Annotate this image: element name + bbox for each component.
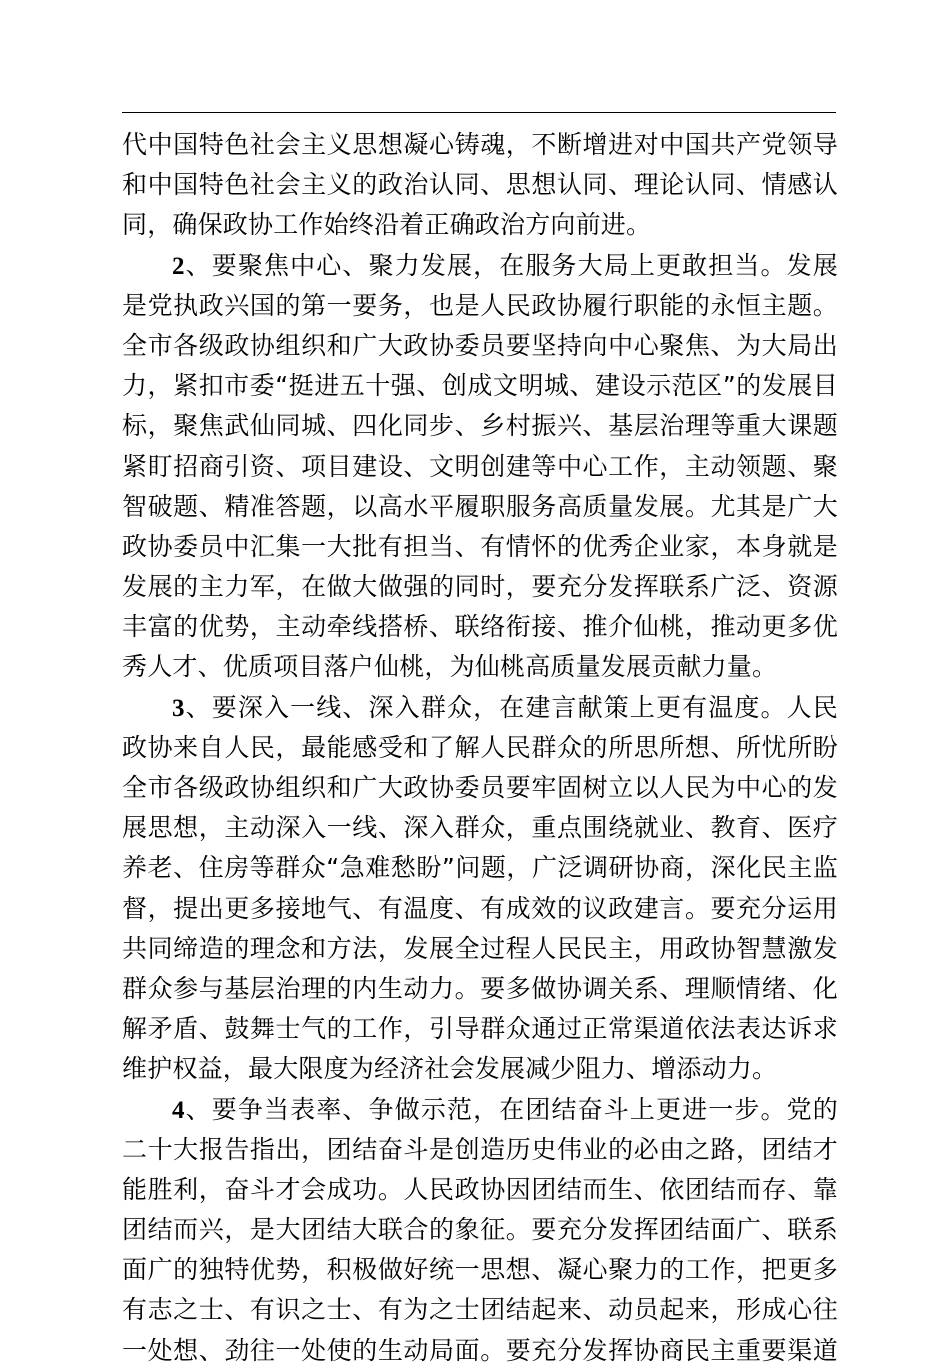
line-text: 政协来自人民，最能感受和了解人民群众的所思所想、所忧所盼	[122, 732, 838, 762]
line-text: 共同缔造的理念和方法，发展全过程人民民主，用政协智慧激发	[122, 933, 838, 963]
text-line	[122, 768, 838, 808]
line-text: 代中国特色社会主义思想凝心铸魂，不断增进对中国共产党领导	[122, 130, 838, 159]
line-text: 团结而兴，是大团结大联合的象征。要充分发挥团结面广、联系	[122, 1215, 838, 1245]
text-line	[122, 929, 838, 969]
paragraph-number: 2	[172, 252, 185, 280]
line-text: 力，紧扣市委“挺进五十强、创成文明城、建设示范区”的发展目	[122, 371, 838, 401]
text-line	[122, 286, 838, 326]
text-line	[122, 1170, 838, 1210]
text-line	[122, 607, 838, 647]
text-line	[122, 1130, 838, 1170]
text-line	[122, 487, 838, 527]
text-line	[122, 326, 838, 366]
line-text: 紧盯招商引资、项目建设、文明创建等中心工作，主动领题、聚	[122, 451, 838, 481]
text-line	[122, 125, 838, 165]
line-text: 群众参与基层治理的内生动力。要多做协调关系、理顺情绪、化	[122, 973, 838, 1003]
text-line	[122, 165, 838, 205]
line-text: 、要聚焦中心、聚力发展，在服务大局上更敢担当。发展	[184, 250, 838, 280]
line-text: 秀人才、优质项目落户仙桃，为仙桃高质量发展贡献力量。	[122, 652, 778, 682]
text-line	[122, 567, 838, 607]
line-text: 智破题、精准答题，以高水平履职服务高质量发展。尤其是广大	[122, 491, 838, 521]
paragraph-first-line	[122, 688, 838, 728]
line-text: 丰富的优势，主动牵线搭桥、联络衔接、推介仙桃，推动更多优	[122, 612, 838, 642]
text-line	[122, 848, 838, 888]
paragraph-first-line	[122, 246, 838, 286]
line-text: 解矛盾、鼓舞士气的工作，引导群众通过正常渠道依法表达诉求	[122, 1014, 838, 1044]
text-line	[122, 728, 838, 768]
line-text: 、要争当表率、争做示范，在团结奋斗上更进一步。党的	[184, 1094, 838, 1124]
text-line	[122, 1210, 838, 1250]
line-text: 展思想，主动深入一线、深入群众，重点围绕就业、教育、医疗	[122, 813, 838, 843]
line-text: 有志之士、有识之士、有为之士团结起来、动员起来，形成心往	[122, 1295, 838, 1325]
line-text: 是党执政兴国的第一要务，也是人民政协履行职能的永恒主题。	[122, 290, 838, 320]
line-text: 发展的主力军，在做大做强的同时，要充分发挥联系广泛、资源	[122, 572, 838, 602]
line-text: 和中国特色社会主义的政治认同、思想认同、理论认同、情感认	[122, 170, 838, 200]
line-text: 全市各级政协组织和广大政协委员要坚持向中心聚焦、为大局出	[122, 330, 838, 360]
text-line	[122, 889, 838, 929]
text-line	[122, 406, 838, 446]
text-line	[122, 1009, 838, 1049]
line-text: 二十大报告指出，团结奋斗是创造历史伟业的必由之路，团结才	[122, 1134, 838, 1164]
line-text: 全市各级政协组织和广大政协委员要牢固树立以人民为中心的发	[122, 773, 838, 802]
text-line	[122, 447, 838, 487]
line-text: 、要深入一线、深入群众，在建言献策上更有温度。人民	[184, 692, 838, 722]
paragraph-first-line	[122, 1090, 838, 1130]
line-text: 同，确保政协工作始终沿着正确政治方向前进。	[122, 210, 652, 240]
text-line	[122, 366, 838, 406]
text-line	[122, 1290, 838, 1330]
text-line	[122, 1049, 838, 1089]
text-line	[122, 1331, 838, 1371]
text-line	[122, 527, 838, 567]
line-text: 标，聚焦武仙同城、四化同步、乡村振兴、基层治理等重大课题	[122, 411, 838, 441]
line-text: 维护权益，最大限度为经济社会发展减少阻力、增添动力。	[122, 1054, 778, 1084]
text-line	[122, 205, 838, 245]
text-line	[122, 969, 838, 1009]
text-line	[122, 647, 838, 687]
line-text: 督，提出更多接地气、有温度、有成效的议政建言。要充分运用	[122, 893, 838, 923]
line-text: 政协委员中汇集一大批有担当、有情怀的优秀企业家，本身就是	[122, 531, 838, 561]
line-text: 养老、住房等群众“急难愁盼”问题，广泛调研协商，深化民主监	[122, 853, 838, 883]
text-line	[122, 808, 838, 848]
paragraph-number: 3	[172, 694, 185, 722]
line-text: 面广的独特优势，积极做好统一思想、凝心聚力的工作，把更多	[122, 1255, 838, 1285]
header-rule	[122, 112, 836, 113]
paragraph-number: 4	[172, 1096, 185, 1124]
line-text: 能胜利，奋斗才会成功。人民政协因团结而生、依团结而存、靠	[122, 1174, 838, 1204]
document-body	[122, 125, 838, 1371]
line-text: 一处想、劲往一处使的生动局面。要充分发挥协商民主重要渠道	[122, 1335, 838, 1365]
text-line	[122, 1250, 838, 1290]
